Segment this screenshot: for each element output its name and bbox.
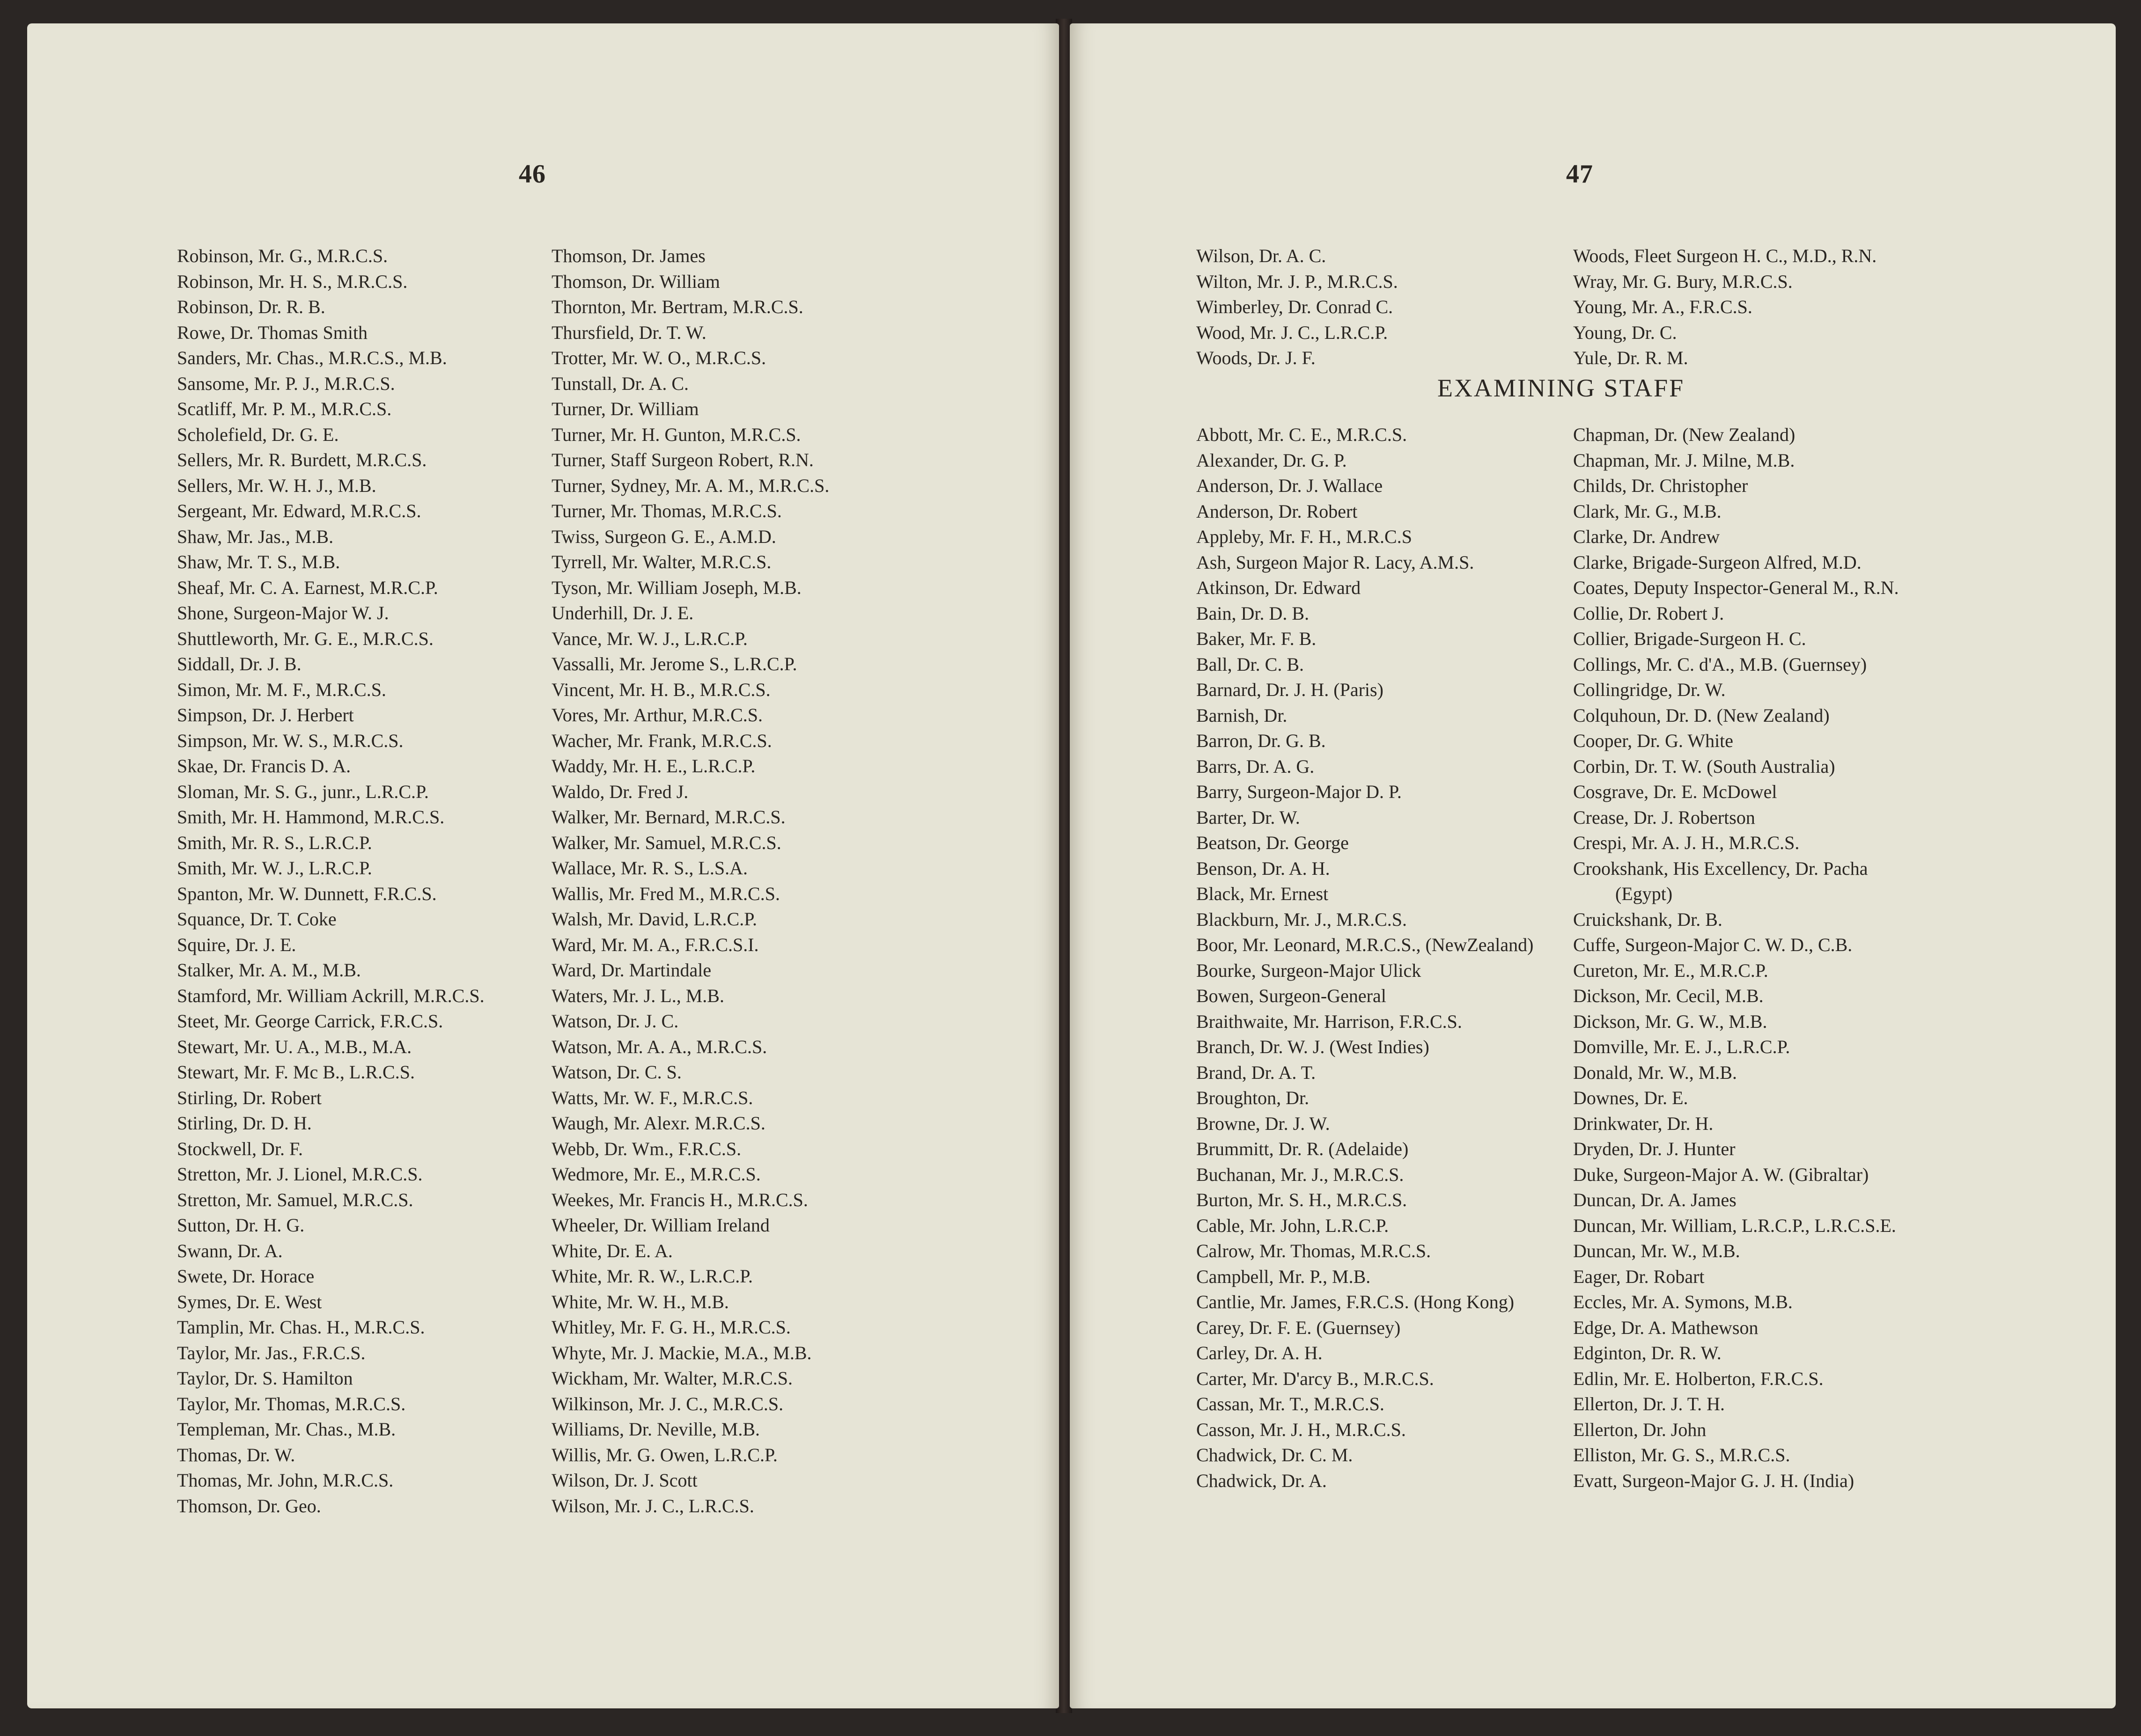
name-entry: Collie, Dr. Robert J. <box>1573 602 1724 624</box>
name-entry: Collings, Mr. C. d'A., M.B. (Guernsey) <box>1573 653 1867 675</box>
name-entry: Corbin, Dr. T. W. (South Australia) <box>1573 755 1835 777</box>
name-entry: Wallace, Mr. R. S., L.S.A. <box>552 857 748 879</box>
name-entry: Wallis, Mr. Fred M., M.R.C.S. <box>552 883 780 904</box>
name-entry: Braithwaite, Mr. Harrison, F.R.C.S. <box>1196 1011 1462 1032</box>
name-entry: Templeman, Mr. Chas., M.B. <box>177 1419 396 1440</box>
name-entry: White, Mr. R. W., L.R.C.P. <box>552 1266 753 1287</box>
name-entry: Duke, Surgeon-Major A. W. (Gibraltar) <box>1573 1164 1869 1185</box>
name-entry: Yule, Dr. R. M. <box>1573 347 1688 368</box>
name-entry: Rowe, Dr. Thomas Smith <box>177 322 368 343</box>
name-entry: Thomson, Dr. Geo. <box>177 1495 321 1516</box>
name-entry: Stalker, Mr. A. M., M.B. <box>177 960 361 981</box>
name-entry: Cantlie, Mr. James, F.R.C.S. (Hong Kong) <box>1196 1291 1515 1312</box>
page-number: 46 <box>519 160 546 189</box>
name-entry: Baker, Mr. F. B. <box>1196 628 1317 649</box>
name-entry: Steet, Mr. George Carrick, F.R.C.S. <box>177 1011 443 1032</box>
name-entry: Wilson, Mr. J. C., L.R.C.S. <box>552 1495 754 1516</box>
name-entry: Black, Mr. Ernest <box>1196 883 1329 904</box>
name-entry: Turner, Mr. H. Gunton, M.R.C.S. <box>552 424 801 445</box>
name-entry: Stewart, Mr. F. Mc B., L.R.C.S. <box>177 1062 415 1083</box>
name-entry: Abbott, Mr. C. E., M.R.C.S. <box>1196 424 1407 445</box>
name-entry: Barry, Surgeon-Major D. P. <box>1196 781 1402 802</box>
name-list-column <box>177 243 485 1519</box>
name-entry: Cureton, Mr. E., M.R.C.P. <box>1573 960 1768 981</box>
name-entry: Spanton, Mr. W. Dunnett, F.R.C.S. <box>177 883 437 904</box>
name-entry: Taylor, Dr. S. Hamilton <box>177 1368 353 1389</box>
name-entry: Thomson, Dr. James <box>552 245 706 266</box>
name-entry: Tyson, Mr. William Joseph, M.B. <box>552 577 802 598</box>
name-entry: Wilkinson, Mr. J. C., M.R.C.S. <box>552 1393 784 1414</box>
name-entry: Stockwell, Dr. F. <box>177 1138 303 1159</box>
name-entry: Robinson, Mr. G., M.R.C.S. <box>177 245 388 266</box>
name-entry: White, Dr. E. A. <box>552 1240 673 1261</box>
name-entry: Shone, Surgeon-Major W. J. <box>177 602 389 623</box>
name-entry: Downes, Dr. E. <box>1573 1087 1688 1108</box>
name-entry: Eccles, Mr. A. Symons, M.B. <box>1573 1291 1793 1312</box>
name-entry: Turner, Dr. William <box>552 398 699 419</box>
name-entry: Chapman, Dr. (New Zealand) <box>1573 424 1795 445</box>
name-entry: Donald, Mr. W., M.B. <box>1573 1062 1737 1083</box>
name-entry: Swete, Dr. Horace <box>177 1266 315 1287</box>
name-entry: Stretton, Mr. J. Lionel, M.R.C.S. <box>177 1164 423 1185</box>
name-entry: Anderson, Dr. Robert <box>1196 500 1358 522</box>
name-entry: Chadwick, Dr. A. <box>1196 1470 1327 1491</box>
name-entry: Stamford, Mr. William Ackrill, M.R.C.S. <box>177 985 485 1006</box>
name-entry: Browne, Dr. J. W. <box>1196 1113 1330 1134</box>
name-entry: Robinson, Dr. R. B. <box>177 296 325 317</box>
name-entry: Vance, Mr. W. J., L.R.C.P. <box>552 628 748 649</box>
name-entry: Ellerton, Dr. J. T. H. <box>1573 1393 1725 1414</box>
name-entry: Vores, Mr. Arthur, M.R.C.S. <box>552 704 763 725</box>
name-entry: Robinson, Mr. H. S., M.R.C.S. <box>177 271 408 292</box>
name-entry: Trotter, Mr. W. O., M.R.C.S. <box>552 347 766 368</box>
name-entry: Dickson, Mr. Cecil, M.B. <box>1573 985 1764 1006</box>
name-entry: Walker, Mr. Bernard, M.R.C.S. <box>552 806 786 828</box>
name-entry: Campbell, Mr. P., M.B. <box>1196 1266 1371 1287</box>
name-entry: Smith, Mr. R. S., L.R.C.P. <box>177 832 372 853</box>
name-entry: Walker, Mr. Samuel, M.R.C.S. <box>552 832 781 853</box>
name-list-column <box>552 243 829 1519</box>
name-entry: Ash, Surgeon Major R. Lacy, A.M.S. <box>1196 551 1474 573</box>
name-entry: Sheaf, Mr. C. A. Earnest, M.R.C.P. <box>177 577 438 598</box>
name-entry: Turner, Mr. Thomas, M.R.C.S. <box>552 500 782 521</box>
name-entry: Dickson, Mr. G. W., M.B. <box>1573 1011 1767 1032</box>
name-entry: Webb, Dr. Wm., F.R.C.S. <box>552 1138 742 1159</box>
name-entry: Domville, Mr. E. J., L.R.C.P. <box>1573 1036 1790 1057</box>
name-entry: Bowen, Surgeon-General <box>1196 985 1386 1006</box>
name-entry: Twiss, Surgeon G. E., A.M.D. <box>552 526 776 547</box>
name-entry: Colquhoun, Dr. D. (New Zealand) <box>1573 704 1830 726</box>
section-heading: EXAMINING STAFF <box>1437 374 1685 402</box>
name-entry: Watson, Dr. J. C. <box>552 1011 679 1032</box>
name-entry: Woods, Dr. J. F. <box>1196 347 1316 368</box>
name-entry: Carey, Dr. F. E. (Guernsey) <box>1196 1317 1401 1338</box>
name-entry: Broughton, Dr. <box>1196 1087 1310 1108</box>
name-entry: Swann, Dr. A. <box>177 1240 283 1261</box>
name-entry: Burton, Mr. S. H., M.R.C.S. <box>1196 1189 1407 1210</box>
name-entry: Vassalli, Mr. Jerome S., L.R.C.P. <box>552 653 797 674</box>
page-number: 47 <box>1566 160 1593 189</box>
name-entry: Bourke, Surgeon-Major Ulick <box>1196 960 1421 981</box>
name-entry: Collier, Brigade-Surgeon H. C. <box>1573 628 1806 649</box>
name-entry: Cable, Mr. John, L.R.C.P. <box>1196 1215 1389 1236</box>
name-entry: Duncan, Mr. W., M.B. <box>1573 1240 1740 1261</box>
name-entry: Edlin, Mr. E. Holberton, F.R.C.S. <box>1573 1368 1824 1389</box>
name-entry: Sanders, Mr. Chas., M.R.C.S., M.B. <box>177 347 447 368</box>
name-entry: Crookshank, His Excellency, Dr. Pacha <box>1573 857 1868 879</box>
name-entry: Young, Dr. C. <box>1573 322 1677 343</box>
name-entry: Wood, Mr. J. C., L.R.C.P. <box>1196 322 1388 343</box>
name-entry: Edge, Dr. A. Mathewson <box>1573 1317 1758 1338</box>
name-entry: Smith, Mr. H. Hammond, M.R.C.S. <box>177 806 445 828</box>
name-entry: Squire, Dr. J. E. <box>177 934 296 955</box>
name-entry: Sergeant, Mr. Edward, M.R.C.S. <box>177 500 421 521</box>
name-entry: Cassan, Mr. T., M.R.C.S. <box>1196 1393 1384 1414</box>
name-entry: Branch, Dr. W. J. (West Indies) <box>1196 1036 1429 1057</box>
name-entry: Brand, Dr. A. T. <box>1196 1062 1316 1083</box>
name-entry: Sloman, Mr. S. G., junr., L.R.C.P. <box>177 781 429 802</box>
name-entry: Smith, Mr. W. J., L.R.C.P. <box>177 857 372 879</box>
name-entry: Collingridge, Dr. W. <box>1573 679 1726 700</box>
name-entry: Thursfield, Dr. T. W. <box>552 322 706 343</box>
name-entry: Chadwick, Dr. C. M. <box>1196 1444 1353 1465</box>
name-list-column <box>1196 243 1398 371</box>
name-entry: Taylor, Mr. Jas., F.R.C.S. <box>177 1342 366 1363</box>
name-entry: Cosgrave, Dr. E. McDowel <box>1573 781 1777 802</box>
name-entry: Waters, Mr. J. L., M.B. <box>552 985 724 1006</box>
name-entry: Clark, Mr. G., M.B. <box>1573 500 1722 522</box>
name-entry: Thomson, Dr. William <box>552 271 720 292</box>
name-entry: Stewart, Mr. U. A., M.B., M.A. <box>177 1036 412 1057</box>
name-entry: Stirling, Dr. D. H. <box>177 1113 312 1134</box>
name-entry: Atkinson, Dr. Edward <box>1196 577 1361 598</box>
name-entry: Chapman, Mr. J. Milne, M.B. <box>1573 449 1795 471</box>
name-entry: Woods, Fleet Surgeon H. C., M.D., R.N. <box>1573 245 1877 266</box>
name-entry: Young, Mr. A., F.R.C.S. <box>1573 296 1752 317</box>
name-entry: Vincent, Mr. H. B., M.R.C.S. <box>552 679 771 700</box>
name-entry: Dryden, Dr. J. Hunter <box>1573 1138 1736 1159</box>
name-entry: Turner, Sydney, Mr. A. M., M.R.C.S. <box>552 475 830 496</box>
name-entry: Wilson, Dr. A. C. <box>1196 245 1326 266</box>
name-entry: Ward, Dr. Martindale <box>552 960 712 981</box>
name-entry: Sutton, Dr. H. G. <box>177 1215 305 1236</box>
name-entry: Simon, Mr. M. F., M.R.C.S. <box>177 679 386 700</box>
name-entry: Sansome, Mr. P. J., M.R.C.S. <box>177 373 395 394</box>
name-entry: Clarke, Dr. Andrew <box>1573 526 1720 547</box>
name-entry: Tamplin, Mr. Chas. H., M.R.C.S. <box>177 1317 425 1338</box>
name-entry: Watts, Mr. W. F., M.R.C.S. <box>552 1087 753 1108</box>
name-entry: Tyrrell, Mr. Walter, M.R.C.S. <box>552 551 772 572</box>
name-entry: Watson, Dr. C. S. <box>552 1062 682 1083</box>
name-entry: Eager, Dr. Robart <box>1573 1266 1705 1287</box>
name-entry: Turner, Staff Surgeon Robert, R.N. <box>552 449 814 470</box>
name-entry: Benson, Dr. A. H. <box>1196 857 1330 879</box>
name-entry: Weekes, Mr. Francis H., M.R.C.S. <box>552 1189 808 1210</box>
name-entry: Taylor, Mr. Thomas, M.R.C.S. <box>177 1393 406 1414</box>
name-entry: Whyte, Mr. J. Mackie, M.A., M.B. <box>552 1342 812 1363</box>
name-entry: Scholefield, Dr. G. E. <box>177 424 339 445</box>
name-entry: Carter, Mr. D'arcy B., M.R.C.S. <box>1196 1368 1434 1389</box>
name-entry: Williams, Dr. Neville, M.B. <box>552 1419 760 1440</box>
name-entry: Squance, Dr. T. Coke <box>177 908 337 930</box>
name-entry: (Egypt) <box>1615 883 1673 904</box>
name-entry: Elliston, Mr. G. S., M.R.C.S. <box>1573 1444 1790 1465</box>
name-entry: Underhill, Dr. J. E. <box>552 602 694 623</box>
name-entry: Cuffe, Surgeon-Major C. W. D., C.B. <box>1573 934 1853 955</box>
name-entry: Ball, Dr. C. B. <box>1196 653 1304 675</box>
name-list-column <box>1196 422 1534 1494</box>
left-page <box>27 23 1059 1708</box>
name-entry: Wickham, Mr. Walter, M.R.C.S. <box>552 1368 793 1389</box>
name-entry: White, Mr. W. H., M.B. <box>552 1291 729 1312</box>
name-entry: Bain, Dr. D. B. <box>1196 602 1310 624</box>
name-entry: Waugh, Mr. Alexr. M.R.C.S. <box>552 1113 765 1134</box>
name-entry: Waddy, Mr. H. E., L.R.C.P. <box>552 755 756 776</box>
name-entry: Sellers, Mr. R. Burdett, M.R.C.S. <box>177 449 427 470</box>
name-entry: Brummitt, Dr. R. (Adelaide) <box>1196 1138 1409 1159</box>
name-entry: Appleby, Mr. F. H., M.R.C.S <box>1196 526 1412 547</box>
name-entry: Shaw, Mr. Jas., M.B. <box>177 526 334 547</box>
name-entry: Cruickshank, Dr. B. <box>1573 908 1722 930</box>
name-entry: Stretton, Mr. Samuel, M.R.C.S. <box>177 1189 413 1210</box>
name-entry: Whitley, Mr. F. G. H., M.R.C.S. <box>552 1317 791 1338</box>
name-entry: Thomas, Dr. W. <box>177 1444 295 1465</box>
name-entry: Wheeler, Dr. William Ireland <box>552 1215 770 1236</box>
right-page <box>1070 23 2116 1708</box>
name-entry: Duncan, Mr. William, L.R.C.P., L.R.C.S.E. <box>1573 1215 1896 1236</box>
name-entry: Alexander, Dr. G. P. <box>1196 449 1347 471</box>
name-entry: Sellers, Mr. W. H. J., M.B. <box>177 475 376 496</box>
name-entry: Shaw, Mr. T. S., M.B. <box>177 551 340 572</box>
name-entry: Barnard, Dr. J. H. (Paris) <box>1196 679 1383 700</box>
name-entry: Carley, Dr. A. H. <box>1196 1342 1323 1363</box>
name-entry: Symes, Dr. E. West <box>177 1291 322 1312</box>
name-entry: Ellerton, Dr. John <box>1573 1419 1707 1440</box>
name-entry: Beatson, Dr. George <box>1196 832 1349 853</box>
name-entry: Evatt, Surgeon-Major G. J. H. (India) <box>1573 1470 1854 1491</box>
name-entry: Calrow, Mr. Thomas, M.R.C.S. <box>1196 1240 1431 1261</box>
name-entry: Wedmore, Mr. E., M.R.C.S. <box>552 1164 761 1185</box>
name-entry: Thomas, Mr. John, M.R.C.S. <box>177 1470 394 1491</box>
name-entry: Clarke, Brigade-Surgeon Alfred, M.D. <box>1573 551 1861 573</box>
name-entry: Watson, Mr. A. A., M.R.C.S. <box>552 1036 767 1057</box>
name-entry: Coates, Deputy Inspector-General M., R.N. <box>1573 577 1899 598</box>
name-entry: Boor, Mr. Leonard, M.R.C.S., (NewZealand) <box>1196 934 1534 955</box>
name-entry: Wilson, Dr. J. Scott <box>552 1470 698 1491</box>
name-entry: Drinkwater, Dr. H. <box>1573 1113 1714 1134</box>
name-entry: Waldo, Dr. Fred J. <box>552 781 689 802</box>
name-entry: Cooper, Dr. G. White <box>1573 730 1734 751</box>
name-entry: Skae, Dr. Francis D. A. <box>177 755 351 776</box>
name-entry: Wimberley, Dr. Conrad C. <box>1196 296 1393 317</box>
name-list-column <box>1573 243 1876 371</box>
name-entry: Wacher, Mr. Frank, M.R.C.S. <box>552 730 772 751</box>
name-entry: Casson, Mr. J. H., M.R.C.S. <box>1196 1419 1406 1440</box>
name-entry: Tunstall, Dr. A. C. <box>552 373 689 394</box>
name-entry: Barron, Dr. G. B. <box>1196 730 1326 751</box>
name-entry: Wray, Mr. G. Bury, M.R.C.S. <box>1573 271 1793 292</box>
name-entry: Barnish, Dr. <box>1196 704 1288 726</box>
name-entry: Buchanan, Mr. J., M.R.C.S. <box>1196 1164 1404 1185</box>
name-entry: Barrs, Dr. A. G. <box>1196 755 1315 777</box>
name-entry: Crespi, Mr. A. J. H., M.R.C.S. <box>1573 832 1800 853</box>
name-entry: Scatliff, Mr. P. M., M.R.C.S. <box>177 398 392 419</box>
name-entry: Anderson, Dr. J. Wallace <box>1196 475 1383 496</box>
name-entry: Blackburn, Mr. J., M.R.C.S. <box>1196 908 1407 930</box>
name-entry: Shuttleworth, Mr. G. E., M.R.C.S. <box>177 628 434 649</box>
name-entry: Barter, Dr. W. <box>1196 806 1300 828</box>
name-entry: Childs, Dr. Christopher <box>1573 475 1748 496</box>
name-entry: Edginton, Dr. R. W. <box>1573 1342 1722 1363</box>
name-entry: Stirling, Dr. Robert <box>177 1087 322 1108</box>
name-list-column <box>1573 422 1899 1494</box>
name-entry: Crease, Dr. J. Robertson <box>1573 806 1755 828</box>
name-entry: Thornton, Mr. Bertram, M.R.C.S. <box>552 296 803 317</box>
name-entry: Wilton, Mr. J. P., M.R.C.S. <box>1196 271 1398 292</box>
name-entry: Walsh, Mr. David, L.R.C.P. <box>552 908 758 930</box>
name-entry: Siddall, Dr. J. B. <box>177 653 302 674</box>
name-entry: Willis, Mr. G. Owen, L.R.C.P. <box>552 1444 778 1465</box>
name-entry: Simpson, Mr. W. S., M.R.C.S. <box>177 730 404 751</box>
name-entry: Duncan, Dr. A. James <box>1573 1189 1736 1210</box>
name-entry: Ward, Mr. M. A., F.R.C.S.I. <box>552 934 759 955</box>
name-entry: Simpson, Dr. J. Herbert <box>177 704 354 725</box>
